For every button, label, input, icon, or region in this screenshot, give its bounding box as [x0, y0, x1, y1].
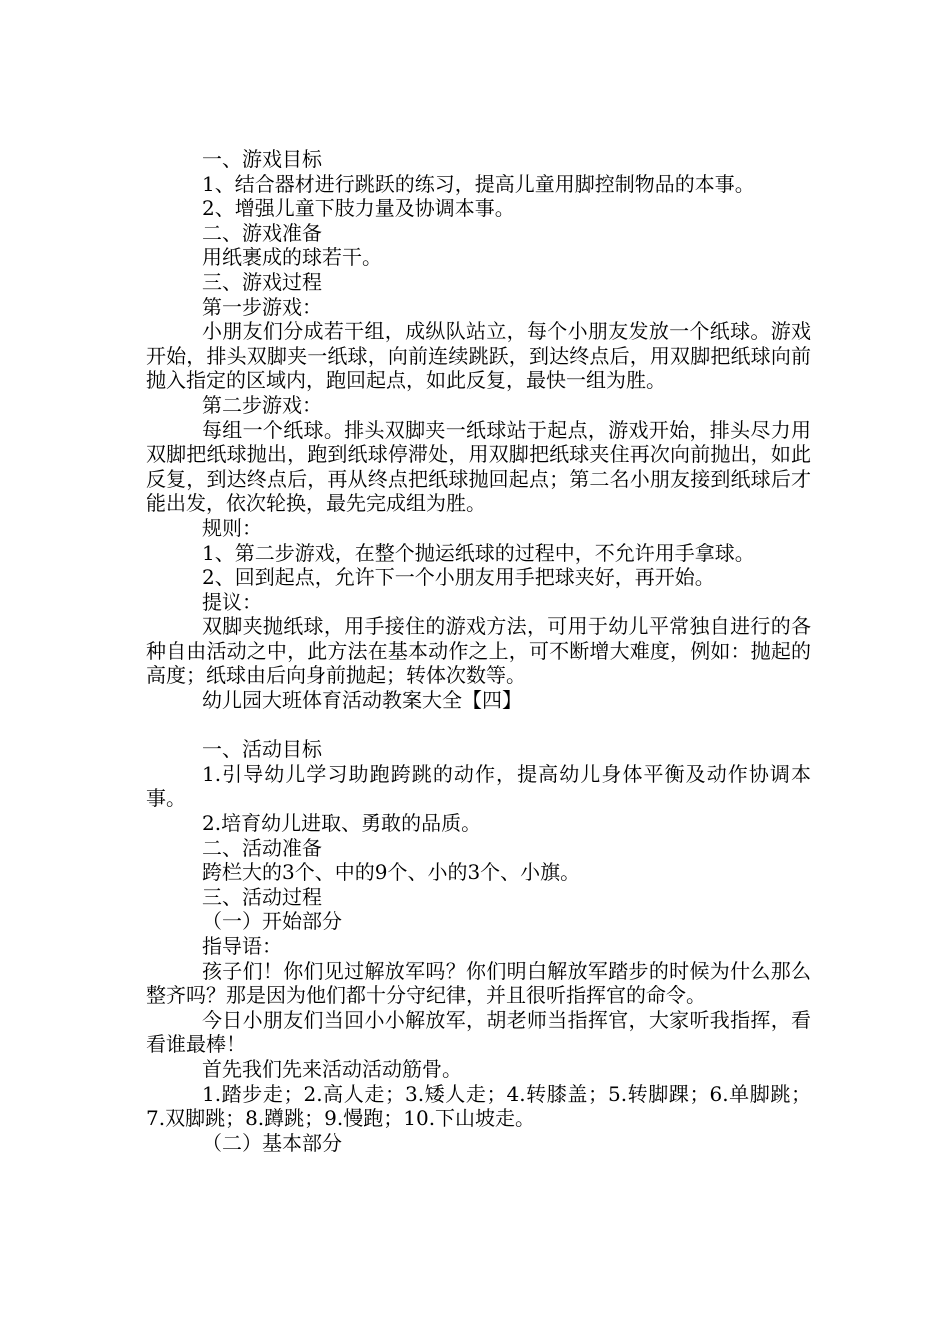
- heading-activity-goal: 一、活动目标: [202, 737, 322, 762]
- paragraph: 双脚夹抛纸球，用手接住的游戏方法，可用于幼儿平常独自进行的各种自由活动之中，此方法在基本动作之上，可不断增大难度，例如：抛起的高度；纸球由后向身前抛起；转体次数等。: [146, 614, 811, 688]
- paragraph: 指导语：: [202, 934, 282, 958]
- paragraph: 今日小朋友们当回小小解放军，胡老师当指挥官，大家听我指挥，看看谁最棒！: [146, 1007, 811, 1057]
- paragraph: 2、增强儿童下肢力量及协调本事。: [202, 196, 515, 221]
- heading-game-prep: 二、游戏准备: [202, 220, 322, 245]
- paragraph: 第二步游戏：: [202, 392, 322, 417]
- section-title: 幼儿园大班体育活动教案大全【四】: [202, 688, 522, 713]
- paragraph: 2.培育幼儿进取、勇敢的品质。: [202, 811, 482, 836]
- paragraph: 跨栏大的3个、中的9个、小的3个、小旗。: [202, 860, 581, 885]
- heading-game-process: 三、游戏过程: [202, 269, 322, 294]
- paragraph: 小朋友们分成若干组，成纵队站立，每个小朋友发放一个纸球。游戏开始，排头双脚夹一纸球，向前连续跳跃，到达终点后，用双脚把纸球向前抛入指定的区域内，跑回起点，如此反复，最快一组为胜。: [146, 319, 811, 393]
- paragraph: 1、第二步游戏，在整个抛运纸球的过程中，不允许用手拿球。: [202, 540, 755, 565]
- blank-line: [146, 713, 811, 738]
- paragraph: 第一步游戏：: [202, 294, 322, 319]
- paragraph: 1.引导幼儿学习助跑跨跳的动作，提高幼儿身体平衡及动作协调本事。: [146, 761, 811, 811]
- heading-activity-prep: 二、活动准备: [202, 835, 322, 860]
- paragraph: 用纸裹成的球若干。: [202, 245, 382, 270]
- paragraph: 提议：: [202, 589, 262, 614]
- paragraph: 孩子们！你们见过解放军吗？你们明白解放军踏步的时候为什么那么整齐吗？那是因为他们都十分守纪律，并且很听指挥官的命令。: [146, 958, 811, 1008]
- paragraph: 1、结合器材进行跳跃的练习，提高儿童用脚控制物品的本事。: [202, 171, 755, 196]
- document-body: [146, 147, 811, 1155]
- paragraph: （一）开始部分: [202, 909, 342, 934]
- paragraph: 2、回到起点，允许下一个小朋友用手把球夹好，再开始。: [202, 565, 715, 590]
- paragraph: 规则：: [202, 515, 262, 540]
- paragraph: 首先我们先来活动活动筋骨。: [202, 1056, 462, 1081]
- heading-activity-process: 三、活动过程: [202, 884, 322, 909]
- paragraph: 1.踏步走；2.高人走；3.矮人走；4.转膝盖；5.转脚踝；6.单脚跳；7.双脚跳；8.蹲跳；9.慢跑；10.下山坡走。: [146, 1081, 811, 1131]
- paragraph: 每组一个纸球。排头双脚夹一纸球站于起点，游戏开始，排头尽力用双脚把纸球抛出，跑到纸球停滞处，用双脚把纸球夹住再次向前抛出，如此反复，到达终点后，再从终点把纸球抛回起点；第二名小朋友接到纸球后才能出发，依次轮换，最先完成组为胜。: [146, 417, 811, 516]
- paragraph: （二）基本部分: [202, 1130, 342, 1155]
- heading-game-goal: 一、游戏目标: [202, 147, 322, 171]
